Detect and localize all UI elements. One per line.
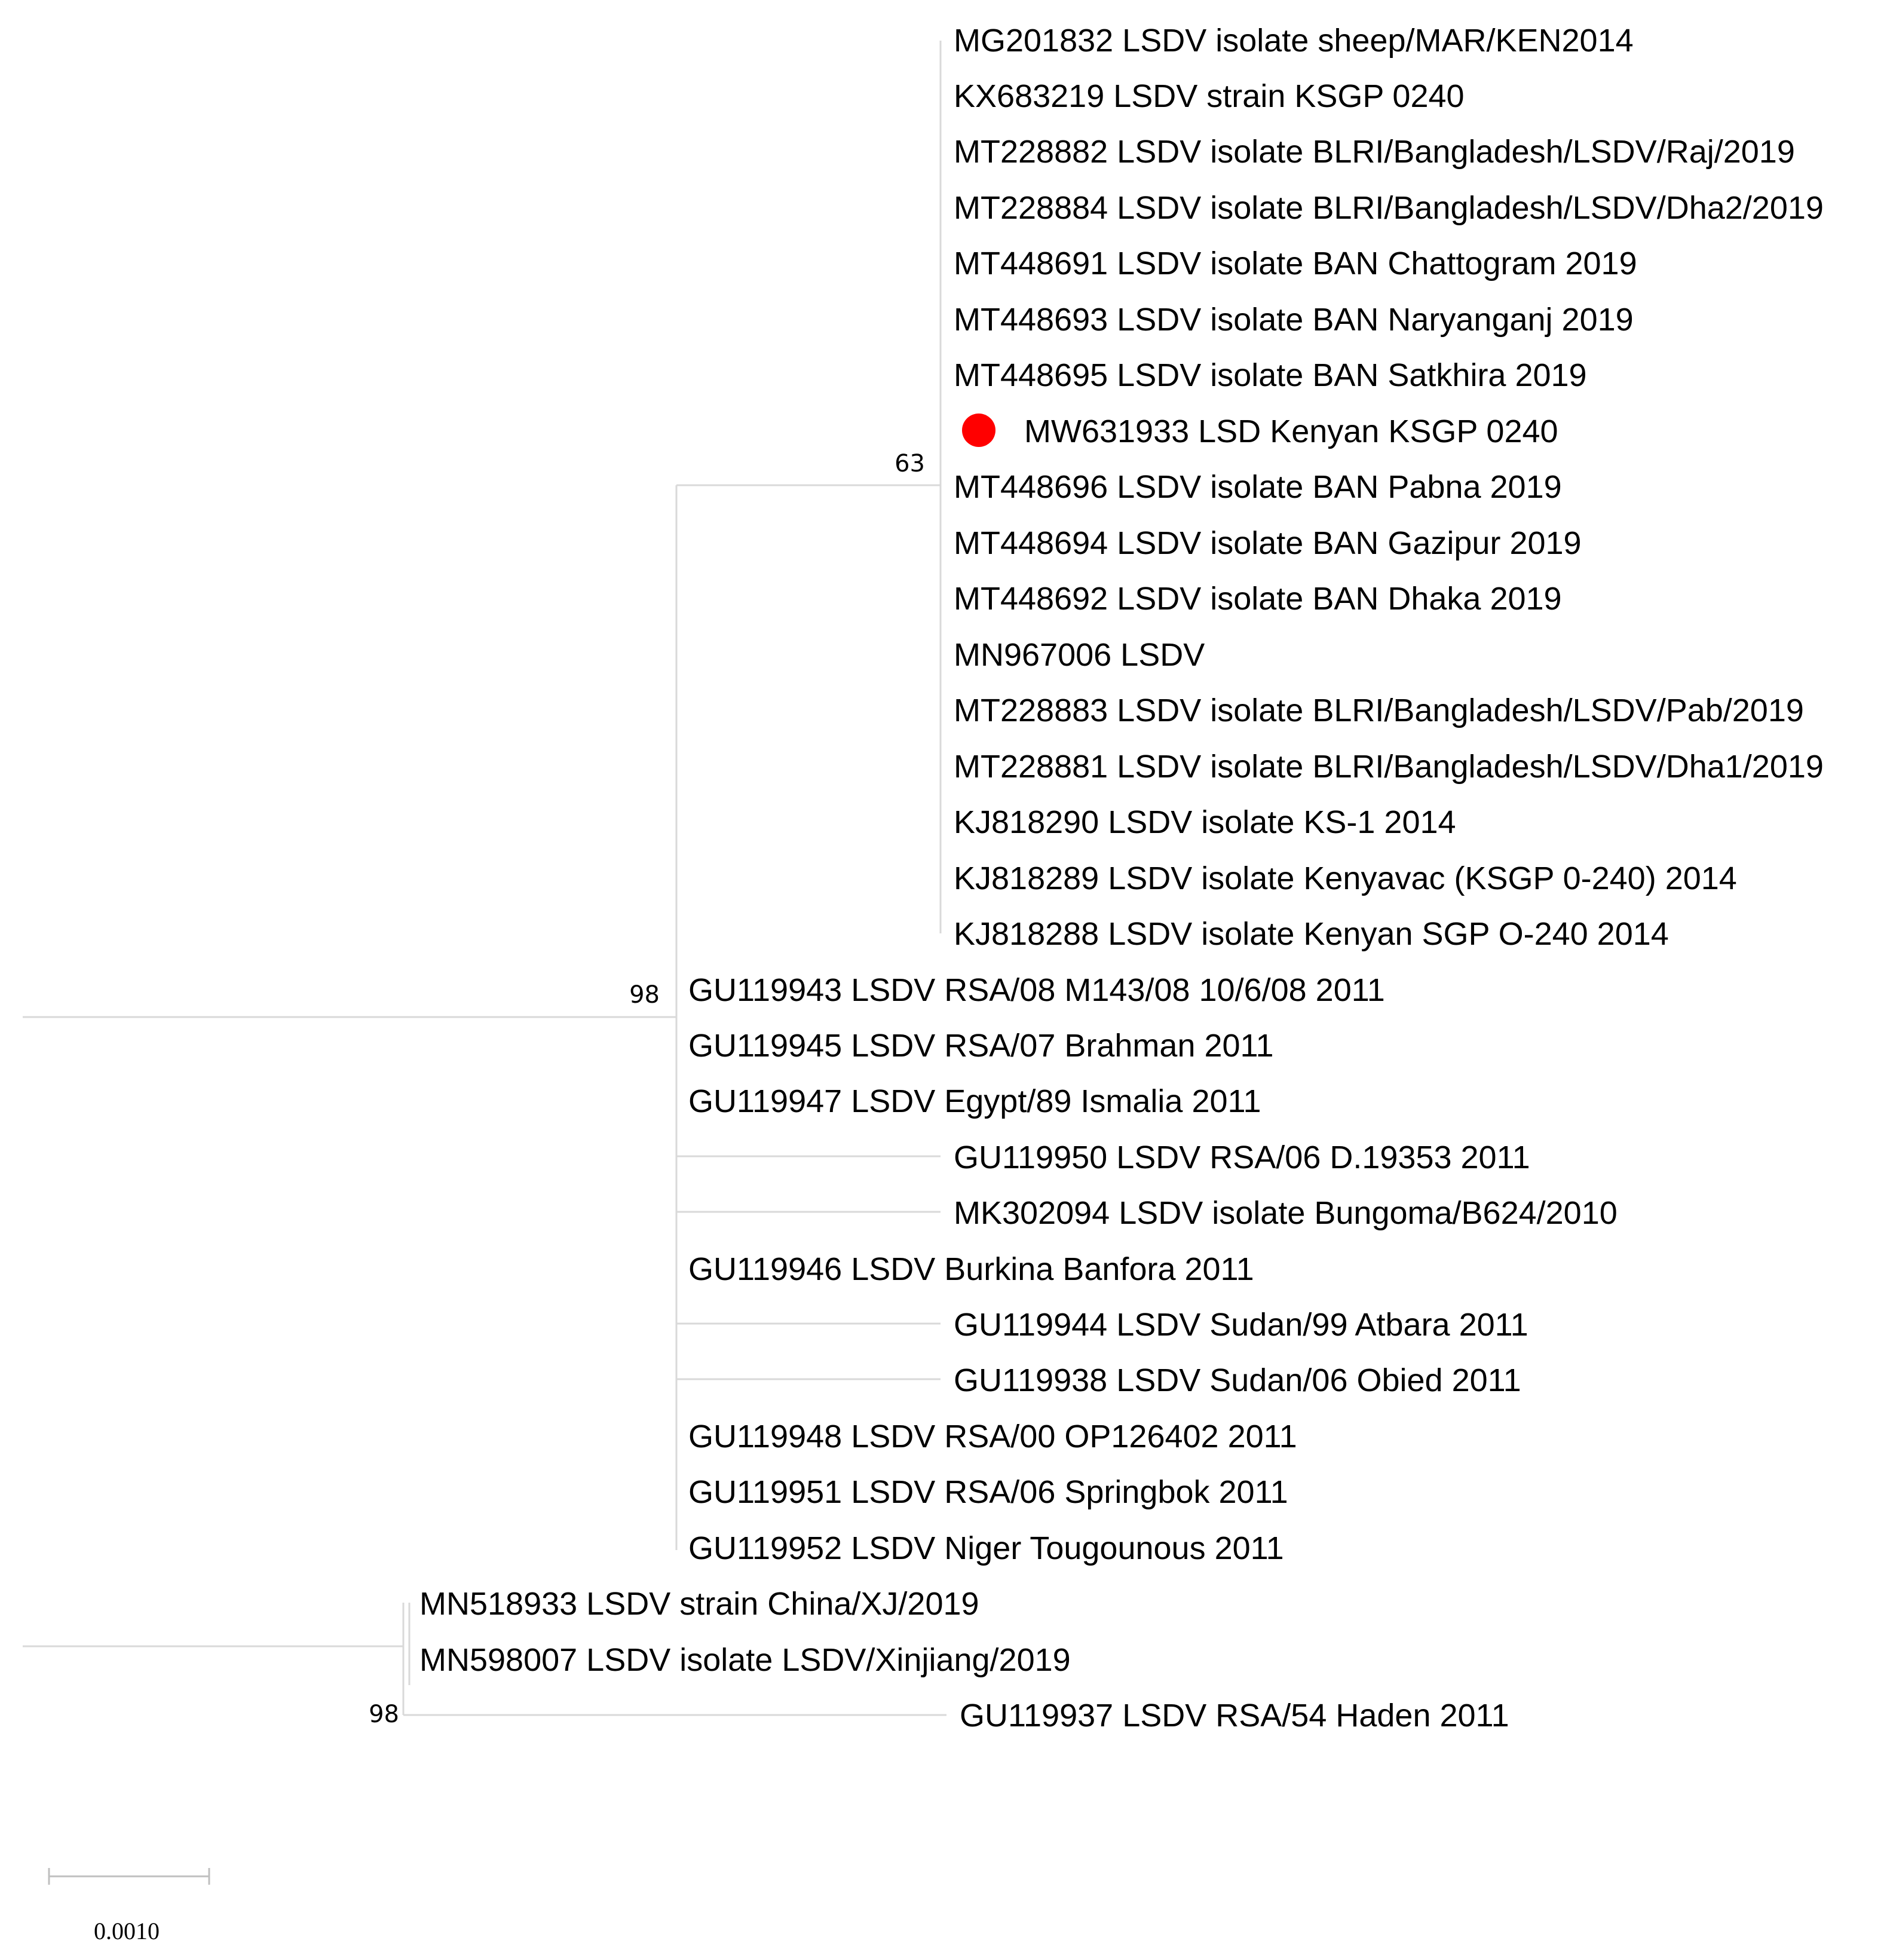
leaf-label: GU119947 LSDV Egypt/89 Ismalia 2011 (688, 1083, 1261, 1119)
clade-a (23, 23, 1824, 1566)
leaf-label: MK302094 LSDV isolate Bungoma/B624/2010 (954, 1195, 1618, 1231)
leaf-label: KJ818290 LSDV isolate KS-1 2014 (954, 804, 1456, 840)
leaf-label: GU119945 LSDV RSA/07 Brahman 2011 (688, 1028, 1274, 1064)
leaf-label: GU119944 LSDV Sudan/99 Atbara 2011 (954, 1307, 1528, 1343)
leaf-label: KJ818289 LSDV isolate Kenyavac (KSGP 0-240) 2014 (954, 860, 1737, 896)
leaf-label: MT448692 LSDV isolate BAN Dhaka 2019 (954, 581, 1562, 617)
clade-b (23, 1586, 1509, 1734)
clade-b-bootstrap: 98 (369, 1701, 399, 1728)
leaf-label: GU119951 LSDV RSA/06 Springbok 2011 (688, 1474, 1288, 1510)
clade-a-bootstrap: 98 (629, 981, 660, 1009)
leaf-label: MT228883 LSDV isolate BLRI/Bangladesh/LSDV/Pab/2019 (954, 693, 1804, 728)
leaf-label: GU119937 LSDV RSA/54 Haden 2011 (960, 1698, 1509, 1734)
leaf-label: MT448695 LSDV isolate BAN Satkhira 2019 (954, 357, 1587, 393)
leaf-label: GU119948 LSDV RSA/00 OP126402 2011 (688, 1419, 1297, 1454)
leaf-label: MT228882 LSDV isolate BLRI/Bangladesh/LSDV/Raj/2019 (954, 134, 1795, 170)
highlighted-leaf-label: MW631933 LSD Kenyan KSGP 0240 (1024, 414, 1558, 449)
leaf-label: MT228884 LSDV isolate BLRI/Bangladesh/LSDV/Dha2/2019 (954, 190, 1824, 226)
leaf-label: MT448694 LSDV isolate BAN Gazipur 2019 (954, 525, 1582, 561)
leaf-label: GU119946 LSDV Burkina Banfora 2011 (688, 1251, 1254, 1287)
highlight-marker-icon (962, 414, 995, 447)
scale-bar-label: 0.0010 (94, 1918, 160, 1944)
leaf-label: KX683219 LSDV strain KSGP 0240 (954, 78, 1465, 114)
leaf-label: GU119950 LSDV RSA/06 D.19353 2011 (954, 1140, 1530, 1175)
leaf-label: MN518933 LSDV strain China/XJ/2019 (419, 1586, 979, 1622)
leaf-label: MN967006 LSDV (954, 637, 1205, 673)
scale-bar (49, 1868, 209, 1944)
leaf-label: MT448691 LSDV isolate BAN Chattogram 2019 (954, 246, 1637, 281)
leaf-label: MT228881 LSDV isolate BLRI/Bangladesh/LSDV/Dha1/2019 (954, 749, 1824, 785)
leaf-label: KJ818288 LSDV isolate Kenyan SGP O-240 2014 (954, 916, 1669, 952)
leaf-label: GU119952 LSDV Niger Tougounous 2011 (688, 1530, 1284, 1566)
leaf-label: GU119943 LSDV RSA/08 M143/08 10/6/08 2011 (688, 972, 1385, 1008)
leaf-label: GU119938 LSDV Sudan/06 Obied 2011 (954, 1362, 1521, 1398)
leaf-label: MT448693 LSDV isolate BAN Naryanganj 2019 (954, 302, 1634, 338)
leaf-label: MT448696 LSDV isolate BAN Pabna 2019 (954, 469, 1562, 505)
subclade-bootstrap: 63 (895, 450, 925, 477)
leaf-label: MN598007 LSDV isolate LSDV/Xinjiang/2019 (419, 1642, 1071, 1678)
leaf-label: MG201832 LSDV isolate sheep/MAR/KEN2014 (954, 23, 1634, 59)
